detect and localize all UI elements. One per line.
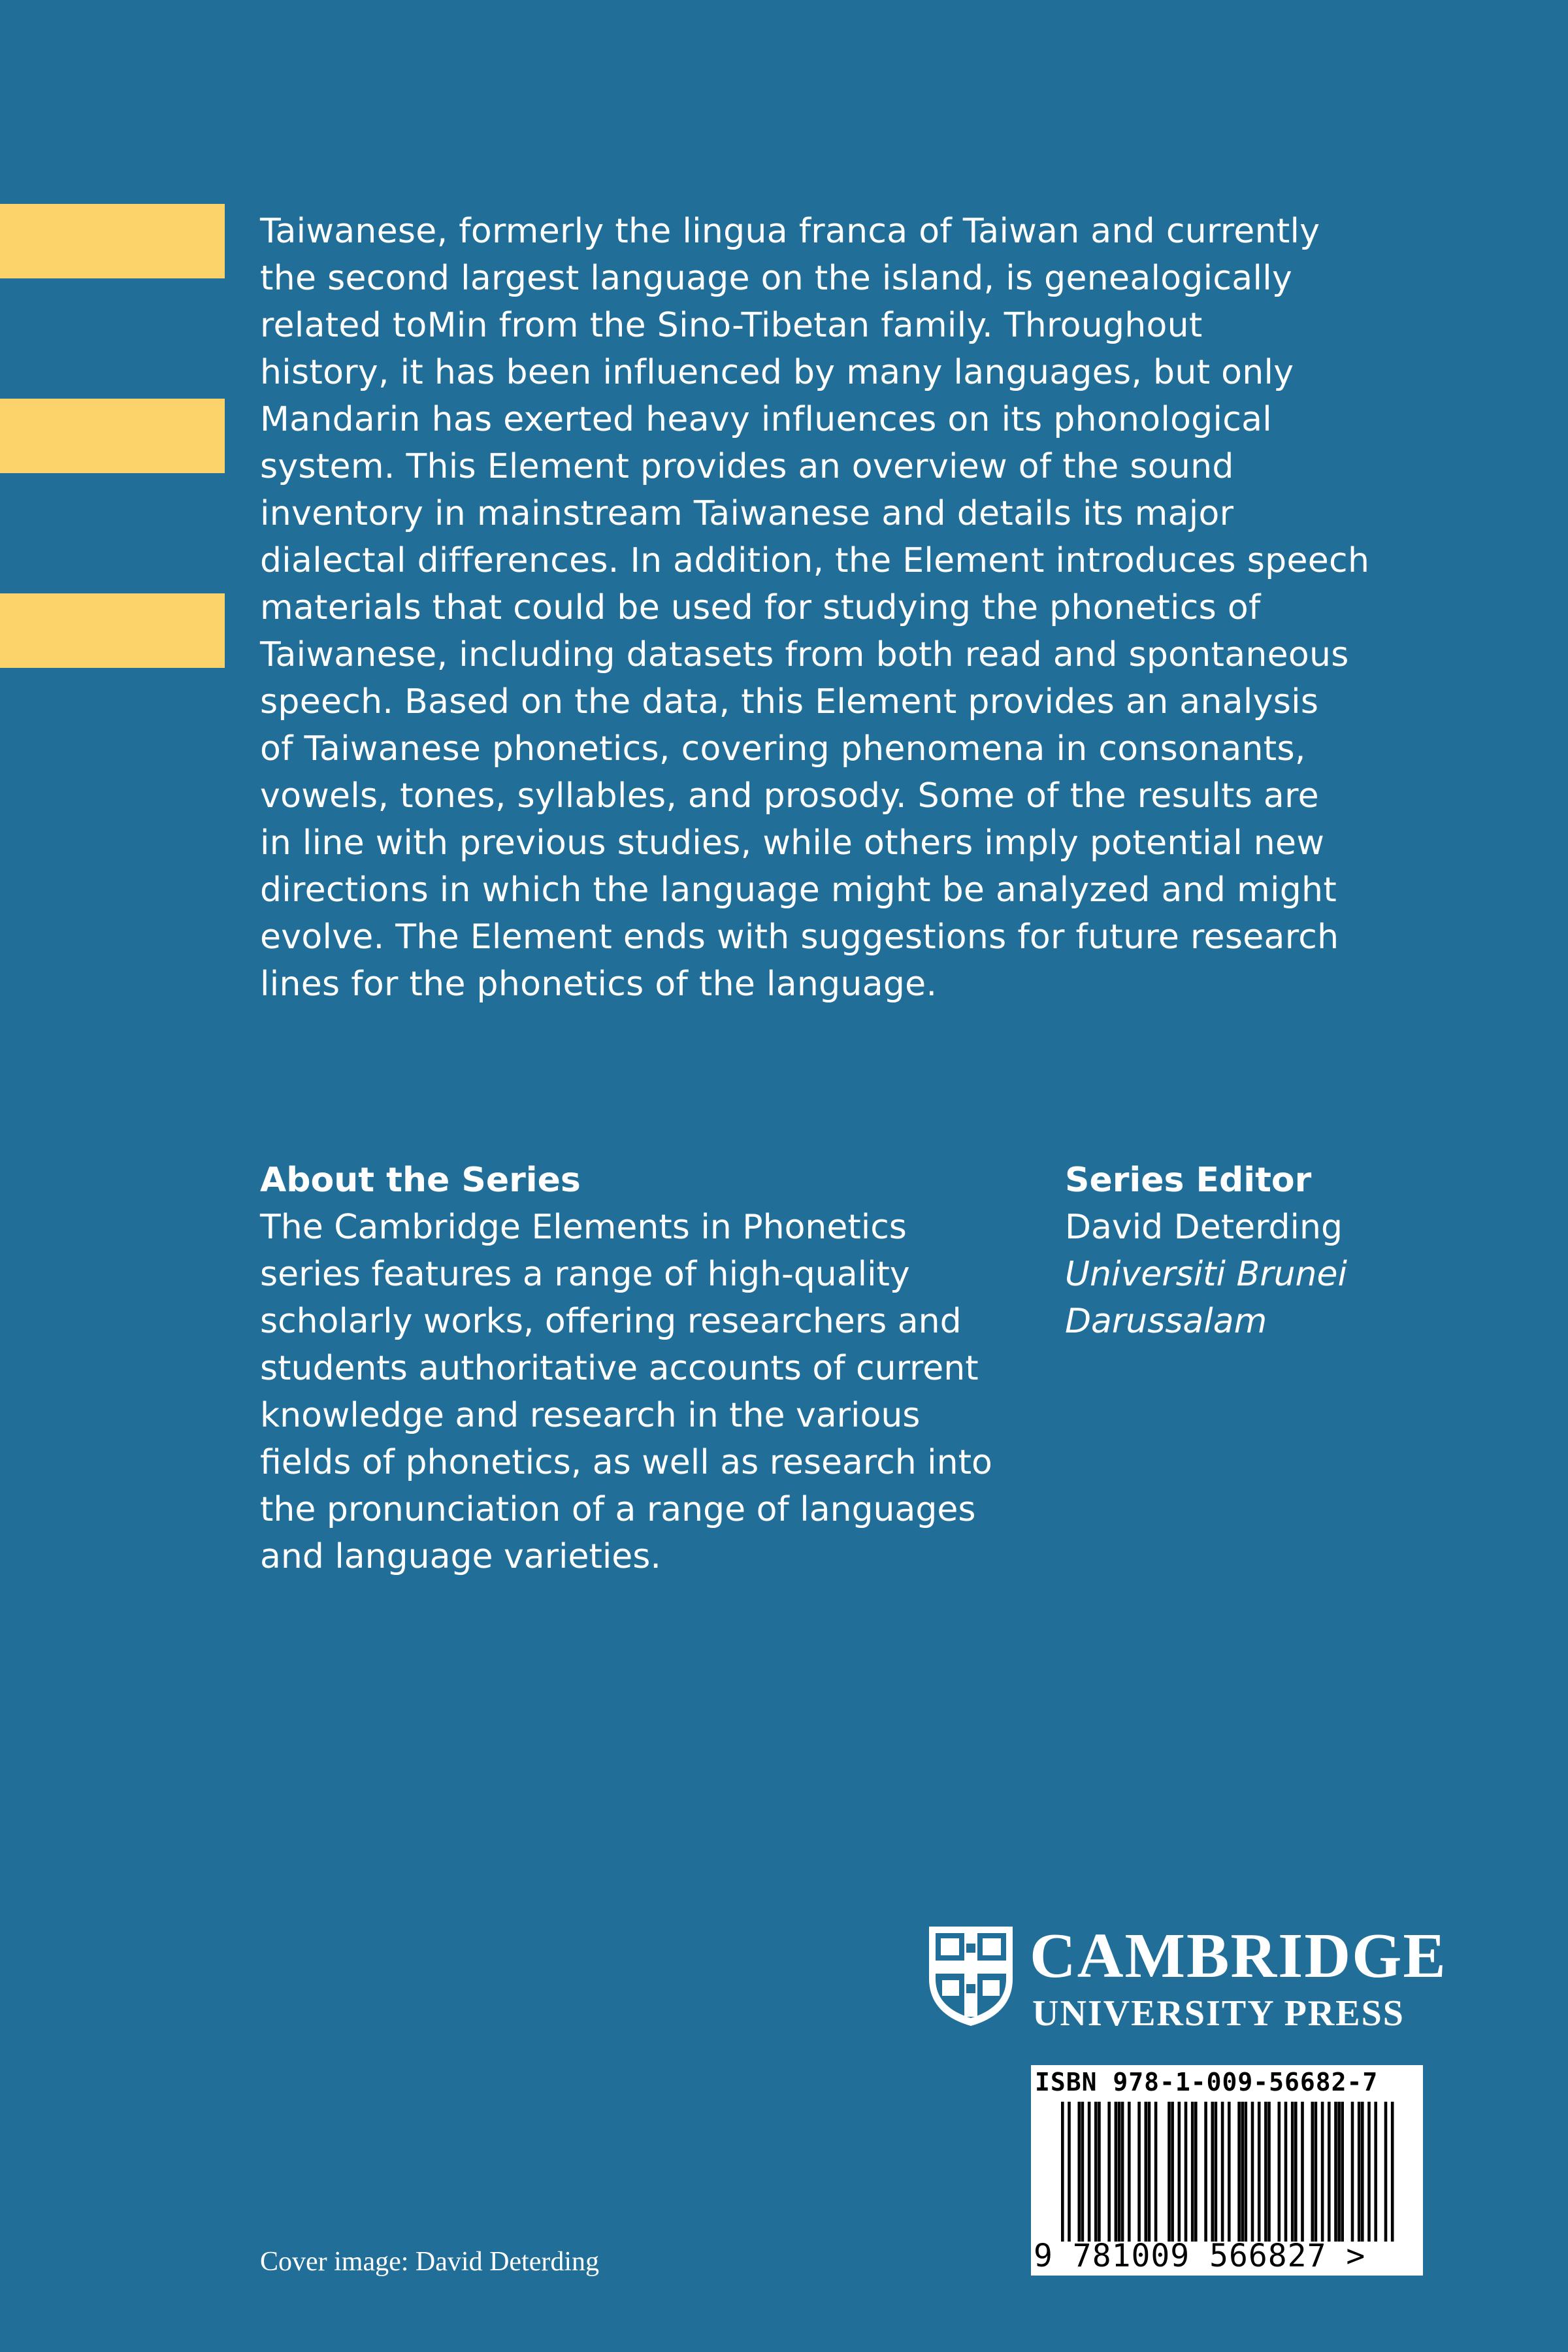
barcode-bars-icon <box>1061 2102 1394 2242</box>
cover-image-credit: Cover image: David Deterding <box>260 2247 600 2277</box>
about-line: knowledge and research in the various <box>260 1396 921 1435</box>
barcode-bar <box>1351 2102 1354 2242</box>
accent-stripe-top <box>0 204 225 278</box>
barcode-bar <box>1061 2102 1064 2242</box>
about-line: fields of phonetics, as well as research into <box>260 1443 992 1482</box>
series-editor-heading: Series Editor <box>1065 1161 1312 1200</box>
series-editor-section <box>1065 1157 1483 1345</box>
blurb-line: lines for the phonetics of the language. <box>260 965 938 1004</box>
barcode-bar <box>1358 2102 1361 2242</box>
isbn-barcode <box>1031 2065 1423 2276</box>
blurb-line: directions in which the language might be analyzed and might <box>260 870 1337 910</box>
barcode-bar <box>1211 2102 1215 2242</box>
barcode-bar <box>1215 2102 1218 2242</box>
barcode-bar <box>1241 2102 1244 2242</box>
barcode-bar <box>1321 2102 1324 2242</box>
blurb-line: history, it has been influenced by many languages, but only <box>260 353 1294 392</box>
barcode-bar <box>1145 2102 1148 2242</box>
blurb-line: Mandarin has exerted heavy influences on its phonological <box>260 400 1273 439</box>
blurb-line: Taiwanese, formerly the lingua franca of Taiwan and currently <box>260 212 1320 251</box>
series-editor-affiliation-line2: Darussalam <box>1065 1302 1267 1341</box>
barcode-bar <box>1361 2102 1364 2242</box>
accent-stripe-middle <box>0 399 225 473</box>
about-line: scholarly works, offering researchers and <box>260 1302 962 1341</box>
series-editor-affiliation-line1: Universiti Brunei <box>1065 1255 1347 1294</box>
blurb-line: of Taiwanese phonetics, covering phenomena in consonants, <box>260 729 1306 769</box>
barcode-bar <box>1264 2102 1267 2242</box>
publisher-subtitle: UNIVERSITY PRESS <box>1032 1993 1405 2034</box>
blurb-line: Taiwanese, including datasets from both read and spontaneous <box>260 635 1349 674</box>
barcode-bar <box>1088 2102 1091 2242</box>
blurb-line: related toMin from the Sino-Tibetan family. Throughout <box>260 306 1203 345</box>
series-editor-name: David Deterding <box>1065 1208 1343 1247</box>
blurb-line: speech. Based on the data, this Element provides an analysis <box>260 682 1319 721</box>
publisher-logo <box>926 1921 1447 2034</box>
barcode-bar <box>1171 2102 1174 2242</box>
blurb-line: materials that could be used for studying the phonetics of <box>260 588 1261 627</box>
barcode-bar <box>1294 2102 1298 2242</box>
blurb-line: vowels, tones, syllables, and prosody. Some of the results are <box>260 776 1319 816</box>
barcode-bar <box>1291 2102 1294 2242</box>
barcode-bar <box>1328 2102 1331 2242</box>
blurb-line: evolve. The Element ends with suggestions for future research <box>260 918 1339 957</box>
barcode-bar <box>1334 2102 1337 2242</box>
barcode-bar <box>1094 2102 1098 2242</box>
barcode-bar <box>1245 2102 1248 2242</box>
about-series-section <box>260 1157 1064 1580</box>
barcode-bar <box>1311 2102 1315 2242</box>
about-line: series features a range of high-quality <box>260 1255 910 1294</box>
barcode-bar <box>1137 2102 1141 2242</box>
blurb-line: dialectal differences. In addition, the Element introduces speech <box>260 541 1370 580</box>
barcode-bar <box>1228 2102 1231 2242</box>
barcode-bar <box>1391 2102 1394 2242</box>
about-line: and language varieties. <box>260 1537 661 1576</box>
barcode-bar <box>1115 2102 1118 2242</box>
barcode-bar <box>1337 2102 1341 2242</box>
publisher-wordmark <box>1030 1921 1447 2034</box>
barcode-bar <box>1278 2102 1281 2242</box>
barcode-bar <box>1221 2102 1224 2242</box>
about-series-heading: About the Series <box>260 1161 581 1200</box>
barcode-bar <box>1267 2102 1271 2242</box>
barcode-bar <box>1168 2102 1171 2242</box>
barcode-bar <box>1237 2102 1241 2242</box>
barcode-bar <box>1178 2102 1181 2242</box>
barcode-bar <box>1148 2102 1151 2242</box>
barcode-bar <box>1154 2102 1158 2242</box>
barcode-bar <box>1284 2102 1288 2242</box>
barcode-bar <box>1107 2102 1111 2242</box>
barcode-bar <box>1118 2102 1121 2242</box>
blurb-line: the second largest language on the island, is genealogically <box>260 259 1293 298</box>
ean-digits: 9 781009 566827 > <box>1034 2238 1366 2274</box>
barcode-bar <box>1341 2102 1344 2242</box>
barcode-bar <box>1384 2102 1388 2242</box>
barcode-bar <box>1081 2102 1085 2242</box>
university-shield-icon <box>926 1924 1015 2029</box>
about-line: students authoritative accounts of current <box>260 1349 979 1388</box>
blurb-line: system. This Element provides an overview of the sound <box>260 447 1234 486</box>
barcode-bar <box>1301 2102 1304 2242</box>
about-series-text <box>260 1204 1064 1580</box>
blurb-line: in line with previous studies, while others imply potential new <box>260 823 1325 863</box>
barcode-bar <box>1258 2102 1261 2242</box>
barcode-bar <box>1374 2102 1377 2242</box>
book-blurb <box>260 208 1436 1008</box>
barcode-bar <box>1191 2102 1194 2242</box>
barcode-bar <box>1315 2102 1318 2242</box>
accent-stripe-bottom <box>0 593 225 668</box>
publisher-name: CAMBRIDGE <box>1030 1921 1447 1991</box>
barcode-bar <box>1251 2102 1254 2242</box>
isbn-text: ISBN 978-1-009-56682-7 <box>1035 2068 1379 2096</box>
about-line: the pronunciation of a range of languages <box>260 1490 976 1529</box>
barcode-bar <box>1098 2102 1101 2242</box>
blurb-line: inventory in mainstream Taiwanese and details its major <box>260 494 1234 533</box>
barcode-bar <box>1128 2102 1131 2242</box>
barcode-bar <box>1078 2102 1081 2242</box>
barcode-bar <box>1068 2102 1071 2242</box>
barcode-bar <box>1204 2102 1207 2242</box>
about-line: The Cambridge Elements in Phonetics <box>260 1208 907 1247</box>
barcode-bar <box>1121 2102 1124 2242</box>
barcode-bar <box>1367 2102 1371 2242</box>
barcode-bar <box>1194 2102 1198 2242</box>
barcode-bar <box>1184 2102 1188 2242</box>
